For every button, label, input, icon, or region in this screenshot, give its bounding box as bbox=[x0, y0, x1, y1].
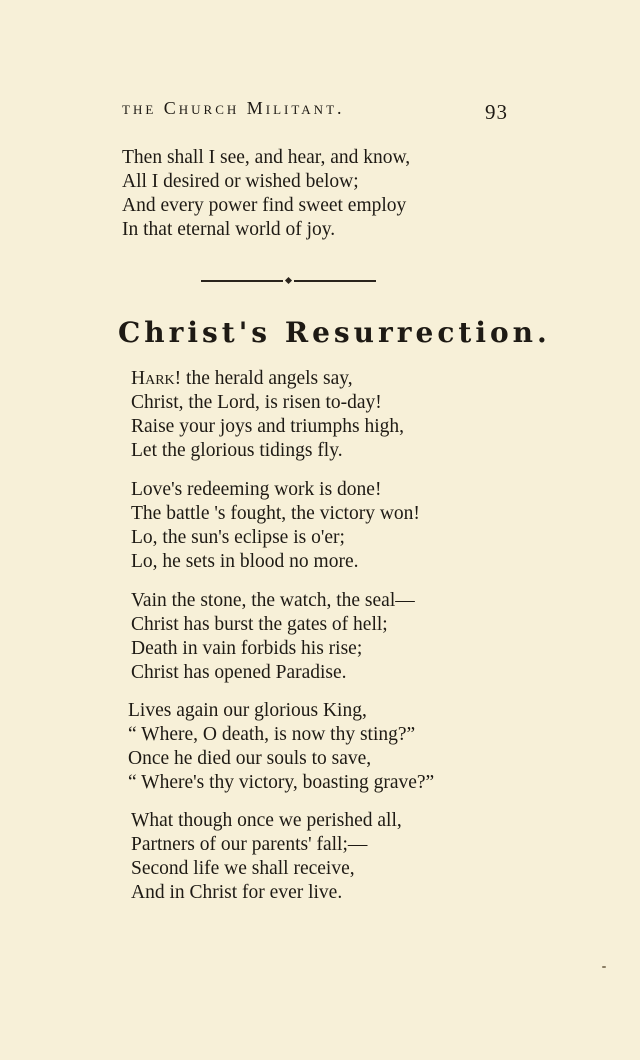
verse-line: Lives again our glorious King, bbox=[128, 700, 367, 721]
verse-line: And in Christ for ever live. bbox=[131, 882, 343, 903]
verse-line: Once he died our souls to save, bbox=[128, 748, 372, 769]
verse-line: Partners of our parents' fall;— bbox=[131, 834, 368, 855]
stanza-4 bbox=[128, 699, 434, 795]
verse-line: Lo, he sets in blood no more. bbox=[131, 551, 359, 572]
verse-line: And every power find sweet employ bbox=[122, 195, 407, 216]
verse-line: Christ has burst the gates of hell; bbox=[131, 614, 388, 635]
verse-line: Lo, the sun's eclipse is o'er; bbox=[131, 527, 345, 548]
verse-line: Death in vain forbids his rise; bbox=[131, 638, 363, 659]
stanza-3 bbox=[131, 589, 415, 685]
verse-line-rest: ! the herald angels say, bbox=[174, 368, 353, 389]
verse-line: “ Where's thy victory, boasting grave?” bbox=[128, 772, 435, 793]
paper-speck bbox=[602, 966, 606, 968]
divider-diamond-icon bbox=[285, 277, 292, 284]
stanza-5 bbox=[131, 809, 402, 905]
opening-stanza bbox=[122, 146, 410, 242]
page-number: 93 bbox=[485, 100, 508, 124]
verse-line: Raise your joys and triumphs high, bbox=[131, 416, 404, 437]
divider-rule-left bbox=[201, 280, 283, 282]
verse-line: Christ, the Lord, is risen to-day! bbox=[131, 392, 382, 413]
stanza-2 bbox=[131, 478, 420, 574]
ornamental-divider bbox=[201, 278, 376, 284]
verse-line: All I desired or wished below; bbox=[122, 171, 359, 192]
verse-line bbox=[131, 367, 404, 391]
verse-line: Second life we shall receive, bbox=[131, 858, 355, 879]
verse-line: Vain the stone, the watch, the seal— bbox=[131, 590, 415, 611]
stanza-1 bbox=[131, 367, 404, 463]
verse-line: In that eternal world of joy. bbox=[122, 219, 336, 240]
running-title: the Church Militant. bbox=[122, 98, 345, 118]
verse-line: “ Where, O death, is now thy sting?” bbox=[128, 724, 416, 745]
verse-line: Love's redeeming work is done! bbox=[131, 479, 382, 500]
verse-line: What though once we perished all, bbox=[131, 810, 402, 831]
verse-line: The battle 's fought, the victory won! bbox=[131, 503, 420, 524]
divider-rule-right bbox=[294, 280, 376, 282]
verse-line: Christ has opened Paradise. bbox=[131, 662, 347, 683]
verse-line: Then shall I see, and hear, and know, bbox=[122, 147, 411, 168]
first-word: Hark bbox=[131, 368, 175, 389]
section-title: Christ's Resurrection. bbox=[118, 316, 551, 349]
verse-line: Let the glorious tidings fly. bbox=[131, 440, 343, 461]
